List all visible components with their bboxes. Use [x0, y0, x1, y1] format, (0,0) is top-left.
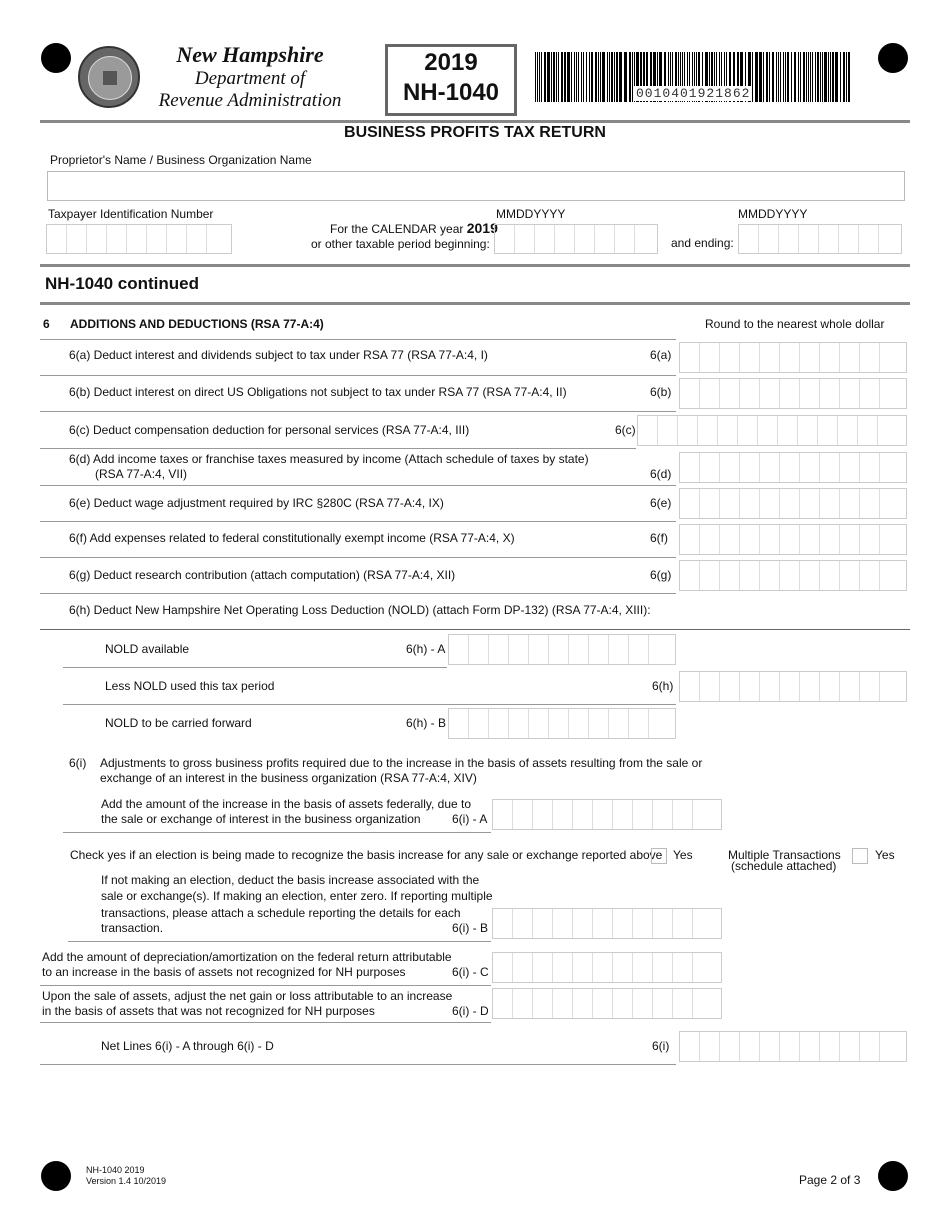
row-rule: [40, 985, 491, 986]
footer-form-version: NH-1040 2019: [86, 1165, 145, 1175]
row-rule: [40, 411, 676, 412]
election-yes-checkbox[interactable]: [651, 848, 667, 864]
header-rule: [40, 120, 910, 123]
state-seal: [78, 46, 140, 108]
less-nold-ref: 6(h): [652, 679, 674, 693]
nold-carried-forward-input[interactable]: [448, 708, 676, 739]
line-6i-text-cont: exchange of an interest in the business organization (RSA 77-A:4, XIV): [100, 771, 477, 785]
section-heading: ADDITIONS AND DEDUCTIONS (RSA 77-A:4): [70, 317, 324, 331]
line-6b-ref: 6(b): [650, 385, 672, 399]
row-rule: [40, 339, 676, 340]
nold-carried-forward-label: NOLD to be carried forward: [105, 716, 252, 730]
line-6d-ref: 6(d): [650, 467, 672, 481]
begin-date-format: MMDDYYYY: [496, 207, 566, 221]
line-6c-ref: 6(c): [615, 423, 636, 437]
ending-label: and ending:: [671, 236, 734, 250]
line-6d-label: 6(d) Add income taxes or franchise taxes measured by income (Attach schedule of taxes by state): [69, 452, 589, 466]
line-6c-label: 6(c) Deduct compensation deduction for personal services (RSA 77-A:4, III): [69, 423, 470, 437]
page-number: Page 2 of 3: [799, 1173, 861, 1187]
form-year: 2019: [424, 49, 478, 76]
section-number: 6: [43, 317, 50, 331]
row-rule: [40, 557, 676, 558]
nold-available-label: NOLD available: [105, 642, 190, 656]
period-begin-input[interactable]: [494, 224, 658, 254]
line-6i-b-text-3: transactions, please attach a schedule reporting the details for each: [101, 906, 461, 920]
agency-division: Revenue Administration: [158, 90, 342, 111]
row-rule: [68, 941, 491, 942]
line-6i-b-text-2: sale or exchange(s). If making an election, enter zero. If reporting multiple: [101, 889, 493, 903]
agency-state: New Hampshire: [176, 42, 324, 67]
line-6i-b-ref: 6(i) - B: [452, 921, 488, 935]
line-6g-input[interactable]: [679, 560, 907, 591]
line-6a-input[interactable]: [679, 342, 907, 373]
row-rule: [40, 1022, 491, 1023]
calendar-year-text: For the CALENDAR year 2019: [330, 220, 498, 236]
row-rule: [40, 521, 676, 522]
row-rule: [40, 1064, 676, 1065]
registration-mark: [41, 43, 71, 73]
line-6i-d-ref: 6(i) - D: [452, 1004, 489, 1018]
line-6h-label: 6(h) Deduct New Hampshire Net Operating Loss Deduction (NOLD) (attach Form DP-132) (RSA 77-A:4, XIII):: [69, 603, 651, 617]
section-rule: [40, 302, 910, 305]
period-begin-text: or other taxable period beginning:: [311, 237, 490, 251]
less-nold-label: Less NOLD used this tax period: [105, 679, 275, 693]
section-rule: [40, 264, 910, 267]
line-6d-input[interactable]: [679, 452, 907, 483]
line-6i-c-text-cont: to an increase in the basis of assets not recognized for NH purposes: [42, 965, 406, 979]
business-name-input[interactable]: [47, 171, 905, 201]
line-6b-input[interactable]: [679, 378, 907, 409]
barcode-number: 0010401921862: [636, 86, 751, 101]
name-label: Proprietor's Name / Business Organization Name: [50, 153, 312, 167]
line-6i-d-text: Upon the sale of assets, adjust the net gain or loss attributable to an increase: [42, 989, 453, 1003]
line-6i-net-label: Net Lines 6(i) - A through 6(i) - D: [101, 1039, 274, 1053]
line-6i-net-input[interactable]: [679, 1031, 907, 1062]
tin-label: Taxpayer Identification Number: [48, 207, 214, 221]
row-rule: [40, 448, 636, 449]
footer-version: Version 1.4 10/2019: [86, 1176, 167, 1186]
line-6f-label: 6(f) Add expenses related to federal constitutionally exempt income (RSA 77-A:4, X): [69, 531, 515, 545]
registration-mark: [41, 1161, 71, 1191]
row-rule: [40, 485, 676, 486]
line-6a-label: 6(a) Deduct interest and dividends subject to tax under RSA 77 (RSA 77-A:4, I): [69, 348, 488, 362]
row-rule: [40, 629, 910, 630]
line-6g-ref: 6(g): [650, 568, 672, 582]
multiple-transactions-label: Multiple Transactions: [728, 848, 841, 862]
line-6i-b-text: If not making an election, deduct the basis increase associated with the: [101, 873, 480, 887]
less-nold-input[interactable]: [679, 671, 907, 702]
round-note: Round to the nearest whole dollar: [705, 317, 885, 331]
line-6i-b-text-4: transaction.: [101, 921, 164, 935]
line-6a-ref: 6(a): [650, 348, 672, 362]
line-6i-text: Adjustments to gross business profits required due to the increase in the basis of assets resulting from the sale or: [100, 756, 703, 770]
agency-name: [140, 42, 360, 112]
multiple-transactions-yes-label: Yes: [875, 848, 895, 862]
row-rule: [63, 832, 491, 833]
line-6c-input[interactable]: [637, 415, 907, 446]
line-6e-input[interactable]: [679, 488, 907, 519]
election-yes-label: Yes: [673, 848, 693, 862]
nold-available-ref: 6(h) - A: [406, 642, 446, 656]
line-6i-a-input[interactable]: [492, 799, 722, 830]
form-title: BUSINESS PROFITS TAX RETURN: [344, 124, 606, 141]
line-6i-d-text-cont: in the basis of assets that was not recognized for NH purposes: [42, 1004, 375, 1018]
row-rule: [40, 593, 676, 594]
row-rule: [63, 704, 676, 705]
line-6i-number: 6(i): [69, 756, 87, 770]
line-6i-a-text: Add the amount of the increase in the basis of assets federally, due to: [101, 797, 472, 811]
election-check-text: Check yes if an election is being made to recognize the basis increase for any sale or exchange reported above: [70, 848, 663, 862]
line-6i-a-ref: 6(i) - A: [452, 812, 488, 826]
line-6b-label: 6(b) Deduct interest on direct US Obligations not subject to tax under RSA 77 (RSA 77-A:4, II): [69, 385, 567, 399]
line-6i-net-ref: 6(i): [652, 1039, 670, 1053]
schedule-attached-label: (schedule attached): [731, 859, 837, 873]
nold-available-input[interactable]: [448, 634, 676, 665]
form-id-box: [385, 44, 517, 116]
nold-carried-forward-ref: 6(h) - B: [406, 716, 447, 730]
calendar-year: 2019: [466, 220, 498, 236]
line-6f-ref: 6(f): [650, 531, 668, 545]
form-number: NH-1040: [402, 79, 500, 106]
row-rule: [63, 667, 447, 668]
line-6d-label-cont: (RSA 77-A:4, VII): [95, 467, 188, 481]
multiple-transactions-yes-checkbox[interactable]: [852, 848, 868, 864]
row-rule: [40, 375, 676, 376]
line-6i-d-input[interactable]: [492, 988, 722, 1019]
line-6f-input[interactable]: [679, 524, 907, 555]
line-6g-label: 6(g) Deduct research contribution (attach computation) (RSA 77-A:4, XII): [69, 568, 456, 582]
line-6i-b-input[interactable]: [492, 908, 722, 939]
period-end-input[interactable]: [738, 224, 902, 254]
line-6e-ref: 6(e): [650, 496, 672, 510]
line-6i-c-ref: 6(i) - C: [452, 965, 489, 979]
end-date-format: MMDDYYYY: [738, 207, 808, 221]
tin-input[interactable]: [46, 224, 232, 254]
line-6e-label: 6(e) Deduct wage adjustment required by IRC §280C (RSA 77-A:4, IX): [69, 496, 444, 510]
agency-department: Department of: [194, 68, 306, 89]
line-6i-a-text-cont: the sale or exchange of interest in the business organization: [101, 812, 421, 826]
registration-mark: [878, 43, 908, 73]
line-6i-c-input[interactable]: [492, 952, 722, 983]
continued-title: NH-1040 continued: [45, 274, 199, 293]
registration-mark: [878, 1161, 908, 1191]
line-6i-c-text: Add the amount of depreciation/amortization on the federal return attributable: [42, 950, 452, 964]
